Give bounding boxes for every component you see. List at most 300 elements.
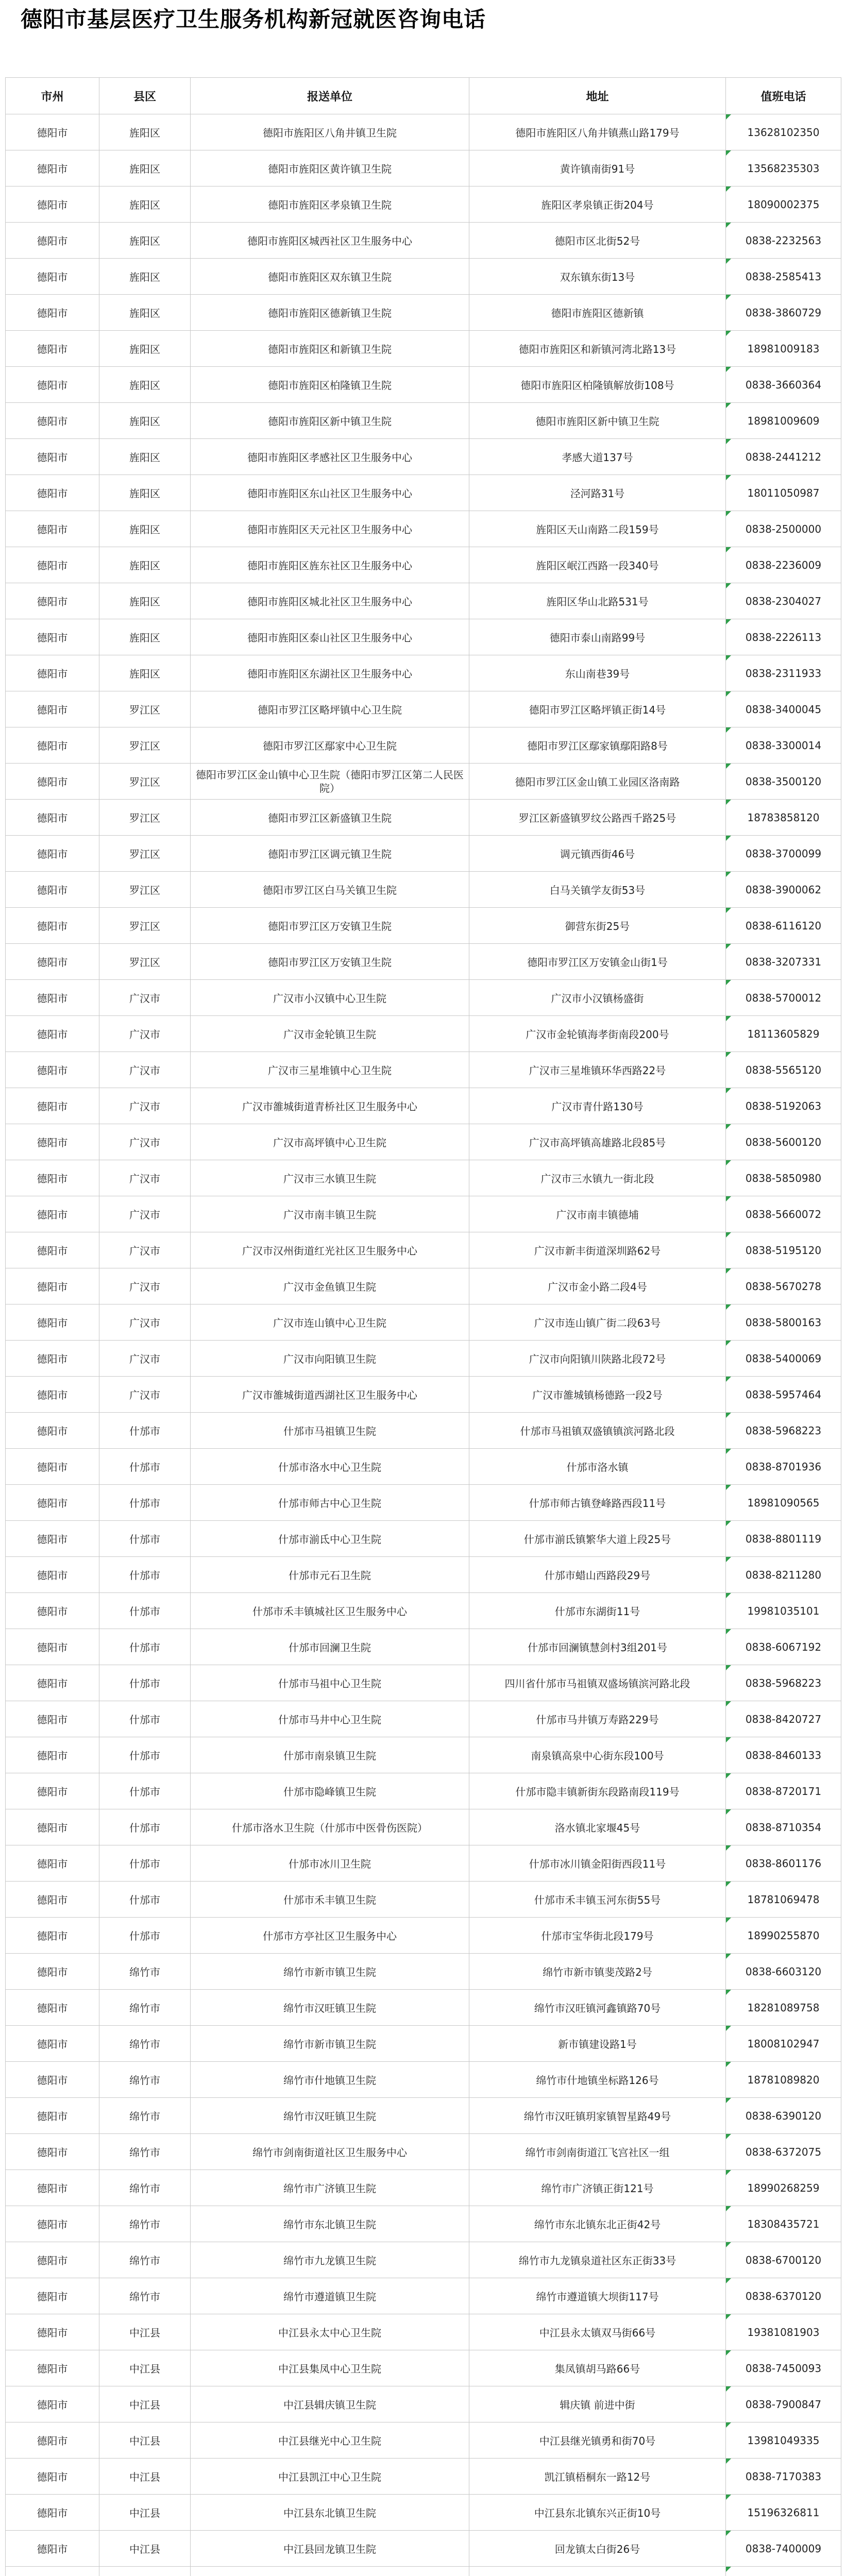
cell-district: 旌阳区 <box>99 367 191 403</box>
cell-city: 德阳市 <box>6 908 99 944</box>
cell-district: 绵竹市 <box>99 2026 191 2062</box>
table-row <box>6 259 841 295</box>
cell-city: 德阳市 <box>6 2314 99 2350</box>
cell-district: 绵竹市 <box>99 2278 191 2314</box>
cell-phone: 0838-6603120 <box>726 1954 841 1990</box>
cell-unit: 什邡市马祖镇卫生院 <box>191 1413 469 1449</box>
cell-address: 黄许镇南街91号 <box>469 150 726 187</box>
cell-district: 广汉市 <box>99 1052 191 1088</box>
table-row <box>6 2495 841 2531</box>
cell-district: 旌阳区 <box>99 187 191 223</box>
cell-district: 广汉市 <box>99 1377 191 1413</box>
cell-phone: 0838-5968223 <box>726 1665 841 1701</box>
cell-phone: 0838-5968223 <box>726 1413 841 1449</box>
cell-address: 广汉市南丰镇德埔 <box>469 1196 726 1232</box>
table-row <box>6 1809 841 1845</box>
cell-address: 什邡市冰川镇金阳街西段11号 <box>469 1845 726 1882</box>
cell-unit: 德阳市罗江区万安镇卫生院 <box>191 944 469 980</box>
cell-phone: 0838-2311933 <box>726 655 841 691</box>
cell-district: 罗江区 <box>99 908 191 944</box>
cell-city: 德阳市 <box>6 1304 99 1341</box>
cell-unit: 广汉市金鱼镇卫生院 <box>191 1268 469 1304</box>
cell-city: 德阳市 <box>6 2170 99 2206</box>
cell-district: 罗江区 <box>99 872 191 908</box>
cell-district: 旌阳区 <box>99 150 191 187</box>
table-row <box>6 475 841 511</box>
cell-unit: 德阳市罗江区鄢家中心卫生院 <box>191 727 469 764</box>
cell-district: 旌阳区 <box>99 475 191 511</box>
table-row <box>6 2459 841 2495</box>
cell-address: 广汉市小汉镇杨盛街 <box>469 980 726 1016</box>
cell-district: 罗江区 <box>99 764 191 800</box>
cell-unit <box>191 2567 469 2576</box>
cell-city: 德阳市 <box>6 2386 99 2422</box>
cell-city: 德阳市 <box>6 2134 99 2170</box>
cell-city: 德阳市 <box>6 1485 99 1521</box>
cell-phone: 18281089758 <box>726 1990 841 2026</box>
cell-district: 广汉市 <box>99 1232 191 1268</box>
cell-phone: 0838-5850980 <box>726 1160 841 1196</box>
cell-unit: 绵竹市东北镇卫生院 <box>191 2206 469 2242</box>
cell-address: 凯江镇梧桐东一路12号 <box>469 2459 726 2495</box>
table-row <box>6 619 841 655</box>
cell-address: 绵竹市什地镇坐标路126号 <box>469 2062 726 2098</box>
table-row <box>6 150 841 187</box>
cell-address: 绵竹市九龙镇泉道社区东正街33号 <box>469 2242 726 2278</box>
table-row <box>6 1629 841 1665</box>
cell-address: 洛水镇北家堰45号 <box>469 1809 726 1845</box>
table-row <box>6 2098 841 2134</box>
cell-unit: 广汉市三星堆镇中心卫生院 <box>191 1052 469 1088</box>
cell-city: 德阳市 <box>6 2098 99 2134</box>
cell-phone: 0838-3500120 <box>726 764 841 800</box>
cell-city: 德阳市 <box>6 1377 99 1413</box>
cell-phone: 0838-8211280 <box>726 1557 841 1593</box>
cell-district: 中江县 <box>99 2314 191 2350</box>
cell-address: 什邡市隐丰镇新街东段路南段119号 <box>469 1773 726 1809</box>
cell-district: 广汉市 <box>99 1341 191 1377</box>
cell-unit: 广汉市三水镇卫生院 <box>191 1160 469 1196</box>
table-row <box>6 764 841 800</box>
cell-unit: 德阳市罗江区新盛镇卫生院 <box>191 800 469 836</box>
cell-address: 德阳市罗江区万安镇金山街1号 <box>469 944 726 980</box>
table-row <box>6 2314 841 2350</box>
cell-district: 什邡市 <box>99 1629 191 1665</box>
cell-district: 什邡市 <box>99 1485 191 1521</box>
cell-address: 绵竹市广济镇正街121号 <box>469 2170 726 2206</box>
table-row <box>6 872 841 908</box>
cell-address: 旌阳区岷江西路一段340号 <box>469 547 726 583</box>
cell-unit: 德阳市旌阳区德新镇卫生院 <box>191 295 469 331</box>
cell-address: 中江县永太镇双马街66号 <box>469 2314 726 2350</box>
cell-address: 德阳市罗江区略坪镇正街14号 <box>469 691 726 727</box>
cell-phone: 0838-7900847 <box>726 2386 841 2422</box>
cell-city: 德阳市 <box>6 2422 99 2459</box>
cell-address: 广汉市雒城镇杨德路一段2号 <box>469 1377 726 1413</box>
cell-district: 什邡市 <box>99 1701 191 1737</box>
table-row <box>6 980 841 1016</box>
cell-address: 白马关镇学友街53号 <box>469 872 726 908</box>
cell-unit: 广汉市金轮镇卫生院 <box>191 1016 469 1052</box>
cell-unit: 德阳市罗江区略坪镇中心卫生院 <box>191 691 469 727</box>
table-row <box>6 1124 841 1160</box>
cell-city: 德阳市 <box>6 1160 99 1196</box>
cell-city: 德阳市 <box>6 2206 99 2242</box>
cell-phone: 0838-2304027 <box>726 583 841 619</box>
cell-district: 中江县 <box>99 2531 191 2567</box>
table-row <box>6 2134 841 2170</box>
cell-district: 广汉市 <box>99 1160 191 1196</box>
cell-city: 德阳市 <box>6 150 99 187</box>
table-row <box>6 1377 841 1413</box>
cell-phone: 0838-8710354 <box>726 1809 841 1845</box>
cell-address: 中江县继光镇勇和街70号 <box>469 2422 726 2459</box>
cell-city: 德阳市 <box>6 1052 99 1088</box>
cell-district: 广汉市 <box>99 1268 191 1304</box>
header-unit: 报送单位 <box>191 78 469 114</box>
cell-phone: 0838-7400009 <box>726 2531 841 2567</box>
cell-address: 中江县东北镇东兴正街10号 <box>469 2495 726 2531</box>
cell-address: 广汉市高坪镇高雄路北段85号 <box>469 1124 726 1160</box>
table-row <box>6 1557 841 1593</box>
table-row <box>6 727 841 764</box>
cell-phone: 0838-8701936 <box>726 1449 841 1485</box>
cell-unit: 德阳市旌阳区城北社区卫生服务中心 <box>191 583 469 619</box>
cell-district: 中江县 <box>99 2495 191 2531</box>
table-row <box>6 1954 841 1990</box>
cell-district: 什邡市 <box>99 1845 191 1882</box>
cell-district: 旌阳区 <box>99 439 191 475</box>
cell-phone: 0838-6116120 <box>726 908 841 944</box>
table-row <box>6 403 841 439</box>
cell-district <box>99 2567 191 2576</box>
cell-district: 旌阳区 <box>99 114 191 150</box>
cell-address: 广汉市连山镇广街二段63号 <box>469 1304 726 1341</box>
cell-phone: 0838-3660364 <box>726 367 841 403</box>
cell-unit: 德阳市旌阳区八角井镇卫生院 <box>191 114 469 150</box>
cell-district: 旌阳区 <box>99 295 191 331</box>
cell-address: 德阳市旌阳区和新镇河湾北路13号 <box>469 331 726 367</box>
cell-phone: 0838-5600120 <box>726 1124 841 1160</box>
cell-phone: 15196326811 <box>726 2495 841 2531</box>
cell-unit: 中江县东北镇卫生院 <box>191 2495 469 2531</box>
cell-address: 德阳市旌阳区德新镇 <box>469 295 726 331</box>
header-city: 市州 <box>6 78 99 114</box>
table-row <box>6 836 841 872</box>
cell-district: 什邡市 <box>99 1413 191 1449</box>
table-row <box>6 1593 841 1629</box>
cell-unit: 什邡市禾丰镇卫生院 <box>191 1882 469 1918</box>
table-header-row <box>6 78 841 114</box>
cell-city: 德阳市 <box>6 1413 99 1449</box>
cell-address: 什邡市宝华街北段179号 <box>469 1918 726 1954</box>
cell-unit: 广汉市雒城街道青桥社区卫生服务中心 <box>191 1088 469 1124</box>
table-row <box>6 1918 841 1954</box>
cell-unit: 绵竹市新市镇卫生院 <box>191 1954 469 1990</box>
cell-address: 广汉市三水镇九一街北段 <box>469 1160 726 1196</box>
cell-phone: 18781069478 <box>726 1882 841 1918</box>
cell-unit: 绵竹市汉旺镇卫生院 <box>191 1990 469 2026</box>
cell-address: 绵竹市遵道镇大坝街117号 <box>469 2278 726 2314</box>
cell-unit: 中江县集凤中心卫生院 <box>191 2350 469 2386</box>
cell-unit: 广汉市小汉镇中心卫生院 <box>191 980 469 1016</box>
cell-city: 德阳市 <box>6 1593 99 1629</box>
cell-address: 什邡市马祖镇双盛镇镇滨河路北段 <box>469 1413 726 1449</box>
cell-unit: 中江县继光中心卫生院 <box>191 2422 469 2459</box>
cell-phone: 18990255870 <box>726 1918 841 1954</box>
cell-phone: 18308435721 <box>726 2206 841 2242</box>
table-row <box>6 367 841 403</box>
cell-unit: 德阳市旌阳区城西社区卫生服务中心 <box>191 223 469 259</box>
cell-city: 德阳市 <box>6 1016 99 1052</box>
cell-unit: 广汉市高坪镇中心卫生院 <box>191 1124 469 1160</box>
cell-phone: 0838-8801119 <box>726 1521 841 1557</box>
cell-unit: 德阳市罗江区万安镇卫生院 <box>191 908 469 944</box>
cell-city: 德阳市 <box>6 1701 99 1737</box>
cell-phone: 0838-2232563 <box>726 223 841 259</box>
cell-address: 新市镇建设路1号 <box>469 2026 726 2062</box>
table-row <box>6 439 841 475</box>
table-row <box>6 187 841 223</box>
cell-unit: 什邡市冰川卫生院 <box>191 1845 469 1882</box>
cell-address: 德阳市罗江区金山镇工业园区洛南路 <box>469 764 726 800</box>
cell-district: 绵竹市 <box>99 2134 191 2170</box>
cell-address: 绵竹市剑南街道江飞宫社区一组 <box>469 2134 726 2170</box>
cell-city: 德阳市 <box>6 944 99 980</box>
cell-city: 德阳市 <box>6 1088 99 1124</box>
cell-city: 德阳市 <box>6 2350 99 2386</box>
cell-city: 德阳市 <box>6 367 99 403</box>
cell-address: 绵竹市汉旺镇玥家镇智星路49号 <box>469 2098 726 2134</box>
cell-city: 德阳市 <box>6 1557 99 1593</box>
cell-phone: 0838-8601176 <box>726 1845 841 1882</box>
table-row <box>6 1196 841 1232</box>
cell-address: 回龙镇太白街26号 <box>469 2531 726 2567</box>
table-row <box>6 2531 841 2567</box>
cell-district: 广汉市 <box>99 1196 191 1232</box>
cell-district: 罗江区 <box>99 836 191 872</box>
cell-phone: 0838-3300014 <box>726 727 841 764</box>
table-row <box>6 2206 841 2242</box>
cell-phone: 18990268259 <box>726 2170 841 2206</box>
cell-address: 孝感大道137号 <box>469 439 726 475</box>
cell-district: 什邡市 <box>99 1809 191 1845</box>
cell-address <box>469 2567 726 2576</box>
cell-unit: 德阳市旌阳区东湖社区卫生服务中心 <box>191 655 469 691</box>
cell-district: 什邡市 <box>99 1593 191 1629</box>
table-row <box>6 2567 841 2576</box>
cell-address: 御营东街25号 <box>469 908 726 944</box>
cell-district: 绵竹市 <box>99 2098 191 2134</box>
cell-district: 旌阳区 <box>99 223 191 259</box>
table-row <box>6 1521 841 1557</box>
table-row <box>6 1665 841 1701</box>
cell-address: 什邡市马井镇万寿路229号 <box>469 1701 726 1737</box>
cell-city: 德阳市 <box>6 2531 99 2567</box>
cell-city: 德阳市 <box>6 836 99 872</box>
cell-unit: 广汉市向阳镇卫生院 <box>191 1341 469 1377</box>
table-row <box>6 1845 841 1882</box>
cell-phone: 0838-5400069 <box>726 1341 841 1377</box>
cell-city: 德阳市 <box>6 2062 99 2098</box>
cell-district: 旌阳区 <box>99 655 191 691</box>
cell-city: 德阳市 <box>6 2026 99 2062</box>
cell-phone: 0838-7170383 <box>726 2459 841 2495</box>
cell-address: 广汉市青什路130号 <box>469 1088 726 1124</box>
cell-unit: 中江县回龙镇卫生院 <box>191 2531 469 2567</box>
cell-district: 广汉市 <box>99 1088 191 1124</box>
cell-address: 绵竹市汉旺镇河鑫镇路70号 <box>469 1990 726 2026</box>
table-row <box>6 295 841 331</box>
cell-phone: 0838-2500000 <box>726 511 841 547</box>
cell-phone: 0838-3860729 <box>726 295 841 331</box>
cell-city: 德阳市 <box>6 1809 99 1845</box>
cell-district: 绵竹市 <box>99 1954 191 1990</box>
cell-unit: 德阳市旌阳区泰山社区卫生服务中心 <box>191 619 469 655</box>
cell-phone: 0838-5192063 <box>726 1088 841 1124</box>
cell-unit: 什邡市方亭社区卫生服务中心 <box>191 1918 469 1954</box>
cell-unit: 绵竹市广济镇卫生院 <box>191 2170 469 2206</box>
cell-address: 德阳市旌阳区八角井镇燕山路179号 <box>469 114 726 150</box>
cell-address: 什邡市师古镇登峰路西段11号 <box>469 1485 726 1521</box>
cell-unit: 什邡市洛水卫生院（什邡市中医骨伤医院） <box>191 1809 469 1845</box>
cell-phone: 18008102947 <box>726 2026 841 2062</box>
cell-unit: 广汉市雒城街道西湖社区卫生服务中心 <box>191 1377 469 1413</box>
cell-phone: 0838-7450093 <box>726 2350 841 2386</box>
cell-phone: 0838-5195120 <box>726 1232 841 1268</box>
cell-phone: 0838-8420727 <box>726 1701 841 1737</box>
cell-address: 什邡市东湖街11号 <box>469 1593 726 1629</box>
cell-phone: 0838-2585413 <box>726 259 841 295</box>
cell-district: 广汉市 <box>99 1016 191 1052</box>
cell-district: 中江县 <box>99 2350 191 2386</box>
table-row <box>6 1882 841 1918</box>
cell-city: 德阳市 <box>6 1268 99 1304</box>
cell-address: 广汉市向阳镇川陕路北段72号 <box>469 1341 726 1377</box>
cell-address: 罗江区新盛镇罗纹公路西千路25号 <box>469 800 726 836</box>
cell-district: 罗江区 <box>99 944 191 980</box>
cell-city: 德阳市 <box>6 439 99 475</box>
cell-city: 德阳市 <box>6 1954 99 1990</box>
cell-district: 罗江区 <box>99 691 191 727</box>
table-row <box>6 2242 841 2278</box>
cell-address: 什邡市湔氐镇繁华大道上段25号 <box>469 1521 726 1557</box>
cell-phone: 0838-3207331 <box>726 944 841 980</box>
cell-district: 什邡市 <box>99 1737 191 1773</box>
cell-unit: 什邡市元石卫生院 <box>191 1557 469 1593</box>
table-row <box>6 547 841 583</box>
cell-city: 德阳市 <box>6 727 99 764</box>
cell-city: 德阳市 <box>6 1773 99 1809</box>
cell-phone: 0838-6372075 <box>726 2134 841 2170</box>
cell-district: 什邡市 <box>99 1557 191 1593</box>
cell-phone: 0838-8720171 <box>726 1773 841 1809</box>
header-district: 县区 <box>99 78 191 114</box>
cell-district: 中江县 <box>99 2459 191 2495</box>
cell-phone: 0838-5670278 <box>726 1268 841 1304</box>
cell-unit: 什邡市隐峰镇卫生院 <box>191 1773 469 1809</box>
table-row <box>6 1413 841 1449</box>
cell-phone: 0838-5957464 <box>726 1377 841 1413</box>
table-row <box>6 331 841 367</box>
cell-unit: 德阳市罗江区金山镇中心卫生院（德阳市罗江区第二人民医院） <box>191 764 469 800</box>
cell-phone: 19381081903 <box>726 2314 841 2350</box>
cell-address: 双东镇东街13号 <box>469 259 726 295</box>
cell-address: 德阳市旌阳区新中镇卫生院 <box>469 403 726 439</box>
cell-unit: 德阳市旌阳区东山社区卫生服务中心 <box>191 475 469 511</box>
cell-phone: 0838-5800163 <box>726 1304 841 1341</box>
table-row <box>6 583 841 619</box>
cell-phone: 0838-5660072 <box>726 1196 841 1232</box>
cell-city: 德阳市 <box>6 187 99 223</box>
page-title: 德阳市基层医疗卫生服务机构新冠就医咨询电话 <box>21 7 486 32</box>
table-row <box>6 2386 841 2422</box>
cell-address: 广汉市金小路二段4号 <box>469 1268 726 1304</box>
cell-address: 东山南巷39号 <box>469 655 726 691</box>
cell-phone: 19981035101 <box>726 1593 841 1629</box>
cell-district: 罗江区 <box>99 800 191 836</box>
cell-city: 德阳市 <box>6 475 99 511</box>
cell-unit: 德阳市旌阳区孝感社区卫生服务中心 <box>191 439 469 475</box>
cell-district: 绵竹市 <box>99 1990 191 2026</box>
table-row <box>6 1232 841 1268</box>
cell-city: 德阳市 <box>6 583 99 619</box>
cell-unit: 中江县凯江中心卫生院 <box>191 2459 469 2495</box>
cell-address: 旌阳区天山南路二段159号 <box>469 511 726 547</box>
cell-city: 德阳市 <box>6 1449 99 1485</box>
table-row <box>6 1052 841 1088</box>
cell-city: 德阳市 <box>6 1124 99 1160</box>
cell-city: 德阳市 <box>6 114 99 150</box>
cell-unit: 德阳市旌阳区孝泉镇卫生院 <box>191 187 469 223</box>
table-row <box>6 691 841 727</box>
cell-city <box>6 2567 99 2576</box>
cell-district: 绵竹市 <box>99 2242 191 2278</box>
cell-district: 旌阳区 <box>99 259 191 295</box>
cell-phone: 0838-3700099 <box>726 836 841 872</box>
table-row <box>6 655 841 691</box>
cell-address: 什邡市禾丰镇玉河东街55号 <box>469 1882 726 1918</box>
hotline-table-container <box>5 77 841 2576</box>
cell-unit: 德阳市旌阳区黄许镇卫生院 <box>191 150 469 187</box>
cell-address: 广汉市金轮镇海孝街南段200号 <box>469 1016 726 1052</box>
table-row <box>6 2026 841 2062</box>
table-row <box>6 511 841 547</box>
cell-address: 广汉市新丰街道深圳路62号 <box>469 1232 726 1268</box>
cell-city: 德阳市 <box>6 691 99 727</box>
cell-district: 旌阳区 <box>99 403 191 439</box>
cell-address: 德阳市泰山南路99号 <box>469 619 726 655</box>
cell-city: 德阳市 <box>6 2278 99 2314</box>
cell-district: 旌阳区 <box>99 619 191 655</box>
cell-city: 德阳市 <box>6 1737 99 1773</box>
cell-phone: 0838-6700120 <box>726 2242 841 2278</box>
cell-phone: 18090002375 <box>726 187 841 223</box>
cell-address: 绵竹市新市镇斐茂路2号 <box>469 1954 726 1990</box>
table-row <box>6 1737 841 1773</box>
cell-city: 德阳市 <box>6 1845 99 1882</box>
cell-address: 四川省什邡市马祖镇双盛场镇滨河路北段 <box>469 1665 726 1701</box>
cell-phone: 0838-6390120 <box>726 2098 841 2134</box>
cell-city: 德阳市 <box>6 1196 99 1232</box>
cell-city: 德阳市 <box>6 872 99 908</box>
table-row <box>6 1773 841 1809</box>
table-row <box>6 2170 841 2206</box>
cell-unit: 什邡市洛水中心卫生院 <box>191 1449 469 1485</box>
table-row <box>6 2422 841 2459</box>
cell-address: 旌阳区孝泉镇正街204号 <box>469 187 726 223</box>
cell-address: 泾河路31号 <box>469 475 726 511</box>
